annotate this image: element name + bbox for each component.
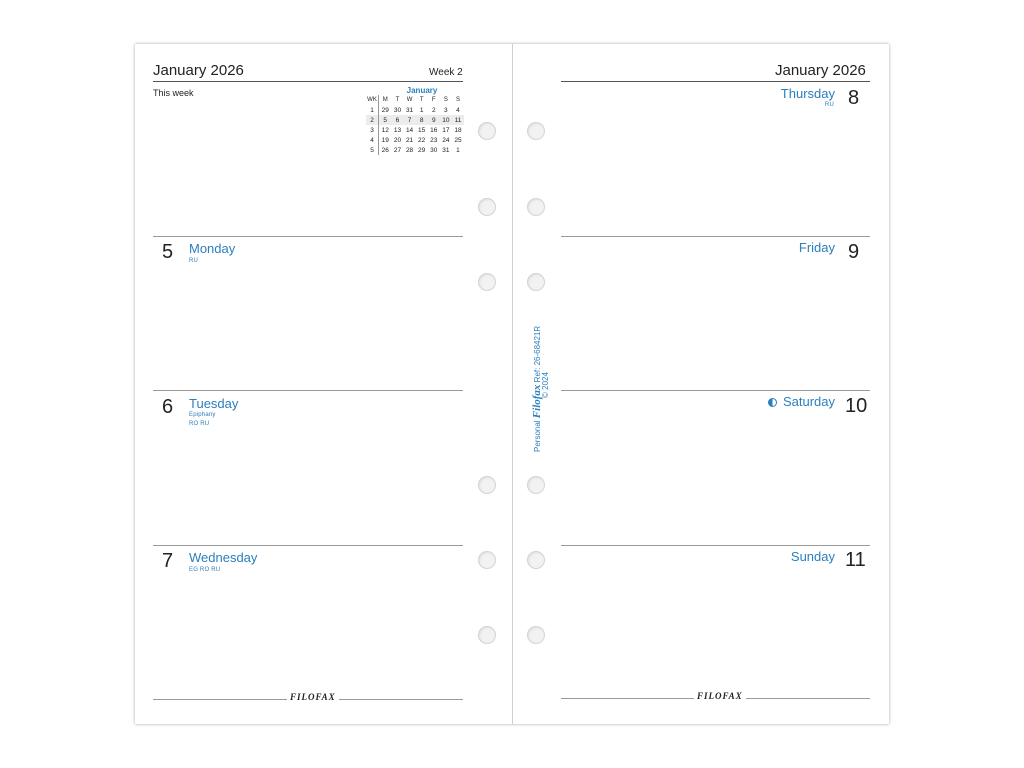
day-name: Monday bbox=[189, 241, 236, 256]
calendar-week-row bbox=[366, 115, 464, 125]
calendar-day-cell: 4 bbox=[456, 106, 460, 114]
calendar-day-cell: 31 bbox=[442, 146, 450, 154]
calendar-header-cell: WK bbox=[367, 97, 377, 103]
punch-hole bbox=[478, 273, 496, 291]
mini-calendar-title: January bbox=[406, 86, 438, 95]
holiday-codes: RU bbox=[824, 102, 834, 108]
calendar-day-cell: 17 bbox=[442, 126, 450, 134]
calendar-week-number: 2 bbox=[366, 115, 379, 125]
calendar-day-cell: 16 bbox=[430, 126, 438, 134]
day-divider bbox=[153, 545, 463, 546]
day-number: 10 bbox=[845, 395, 868, 417]
punch-hole bbox=[527, 626, 545, 644]
day-name: Sunday bbox=[790, 549, 835, 564]
page-title-right: January 2026 bbox=[775, 62, 866, 79]
day-name: Wednesday bbox=[189, 550, 258, 565]
calendar-day-cell: 1 bbox=[419, 106, 424, 114]
calendar-header-cell: M bbox=[382, 97, 388, 103]
calendar-day-cell: 23 bbox=[430, 136, 438, 144]
punch-hole bbox=[478, 198, 496, 216]
calendar-day-cell: 1 bbox=[456, 146, 460, 154]
calendar-day-cell: 29 bbox=[418, 146, 426, 154]
filofax-logo: FILOFAX bbox=[694, 691, 746, 701]
calendar-day-cell: 9 bbox=[428, 115, 440, 125]
calendar-header-cell: W bbox=[406, 97, 413, 103]
this-week-label: This week bbox=[153, 88, 194, 98]
calendar-day-cell: 28 bbox=[405, 146, 414, 154]
calendar-day-cell: 14 bbox=[405, 126, 414, 134]
day-divider bbox=[153, 236, 463, 237]
spine-brand: Filofax bbox=[531, 384, 543, 419]
calendar-day-cell: 20 bbox=[393, 136, 402, 144]
punch-hole bbox=[527, 198, 545, 216]
calendar-day-cell: 2 bbox=[431, 106, 436, 114]
calendar-day-cell: 6 bbox=[391, 115, 403, 125]
calendar-week-number: 1 bbox=[366, 105, 379, 115]
calendar-day-cell: 15 bbox=[418, 126, 426, 134]
calendar-day-cell: 3 bbox=[444, 106, 448, 114]
calendar-day-cell: 24 bbox=[442, 136, 450, 144]
calendar-week-number: 3 bbox=[366, 125, 379, 135]
week-label: Week 2 bbox=[429, 67, 463, 78]
day-divider bbox=[561, 390, 870, 391]
calendar-day-cell: 30 bbox=[430, 146, 438, 154]
calendar-day-cell: 27 bbox=[393, 146, 402, 154]
calendar-day-cell: 31 bbox=[405, 106, 414, 114]
punch-hole bbox=[527, 273, 545, 291]
calendar-day-cell: 26 bbox=[381, 146, 389, 154]
spine-ref: Ref: 26-68421R bbox=[533, 325, 542, 383]
page-fold bbox=[512, 44, 513, 724]
mini-calendar bbox=[366, 86, 464, 155]
day-number: 9 bbox=[848, 241, 860, 263]
day-divider bbox=[561, 545, 870, 546]
calendar-header-cell: S bbox=[443, 97, 448, 103]
calendar-week-number: 5 bbox=[366, 145, 379, 155]
punch-hole bbox=[527, 476, 545, 494]
holiday-name: Epiphany bbox=[189, 412, 216, 418]
day-name: Saturday bbox=[782, 394, 835, 409]
day-name-with-moon bbox=[768, 394, 835, 409]
calendar-week-row bbox=[366, 135, 464, 145]
calendar-day-cell: 5 bbox=[379, 115, 392, 125]
day-number: 6 bbox=[162, 396, 174, 418]
calendar-week-number: 4 bbox=[366, 135, 379, 145]
calendar-day-cell: 21 bbox=[405, 136, 414, 144]
calendar-header-cell: F bbox=[431, 97, 436, 103]
calendar-day-cell: 7 bbox=[404, 115, 416, 125]
day-name: Friday bbox=[798, 240, 835, 255]
calendar-day-cell: 19 bbox=[381, 136, 389, 144]
calendar-day-cell: 22 bbox=[418, 136, 426, 144]
punch-hole bbox=[527, 551, 545, 569]
day-name: Thursday bbox=[780, 86, 835, 101]
day-number: 8 bbox=[848, 87, 860, 109]
punch-hole bbox=[478, 122, 496, 140]
calendar-day-cell: 10 bbox=[440, 115, 452, 125]
calendar-week-row bbox=[366, 145, 464, 155]
holiday-codes: RU bbox=[189, 258, 199, 264]
page-title-left: January 2026 bbox=[153, 62, 244, 79]
calendar-day-cell: 30 bbox=[393, 106, 402, 114]
spine-copyright: © 2024 bbox=[541, 372, 550, 398]
calendar-day-cell: 11 bbox=[452, 115, 464, 125]
calendar-header-cell: T bbox=[419, 97, 424, 103]
half-moon-icon bbox=[768, 398, 777, 407]
header-rule bbox=[153, 81, 463, 82]
day-number: 7 bbox=[162, 550, 174, 572]
holiday-codes: EG RO RU bbox=[189, 567, 221, 573]
day-divider bbox=[561, 236, 870, 237]
calendar-day-cell: 25 bbox=[454, 136, 462, 144]
calendar-header-cell: S bbox=[455, 97, 460, 103]
calendar-day-cell: 8 bbox=[416, 115, 428, 125]
mini-calendar-grid bbox=[366, 95, 464, 155]
day-number: 5 bbox=[162, 241, 174, 263]
day-name: Tuesday bbox=[189, 396, 239, 411]
header-rule bbox=[561, 81, 870, 82]
punch-hole bbox=[527, 122, 545, 140]
calendar-header-cell: T bbox=[395, 97, 400, 103]
day-number: 11 bbox=[845, 549, 866, 571]
day-divider bbox=[153, 390, 463, 391]
filofax-logo: FILOFAX bbox=[287, 692, 339, 702]
holiday-codes: RO RU bbox=[189, 421, 210, 427]
calendar-week-row bbox=[366, 125, 464, 135]
spine-size: Personal bbox=[533, 420, 542, 452]
calendar-day-cell: 12 bbox=[381, 126, 389, 134]
calendar-week-row bbox=[366, 105, 464, 115]
punch-hole bbox=[478, 626, 496, 644]
calendar-day-cell: 18 bbox=[454, 126, 462, 134]
calendar-day-cell: 29 bbox=[381, 106, 389, 114]
punch-hole bbox=[478, 476, 496, 494]
punch-hole bbox=[478, 551, 496, 569]
calendar-day-cell: 13 bbox=[393, 126, 402, 134]
